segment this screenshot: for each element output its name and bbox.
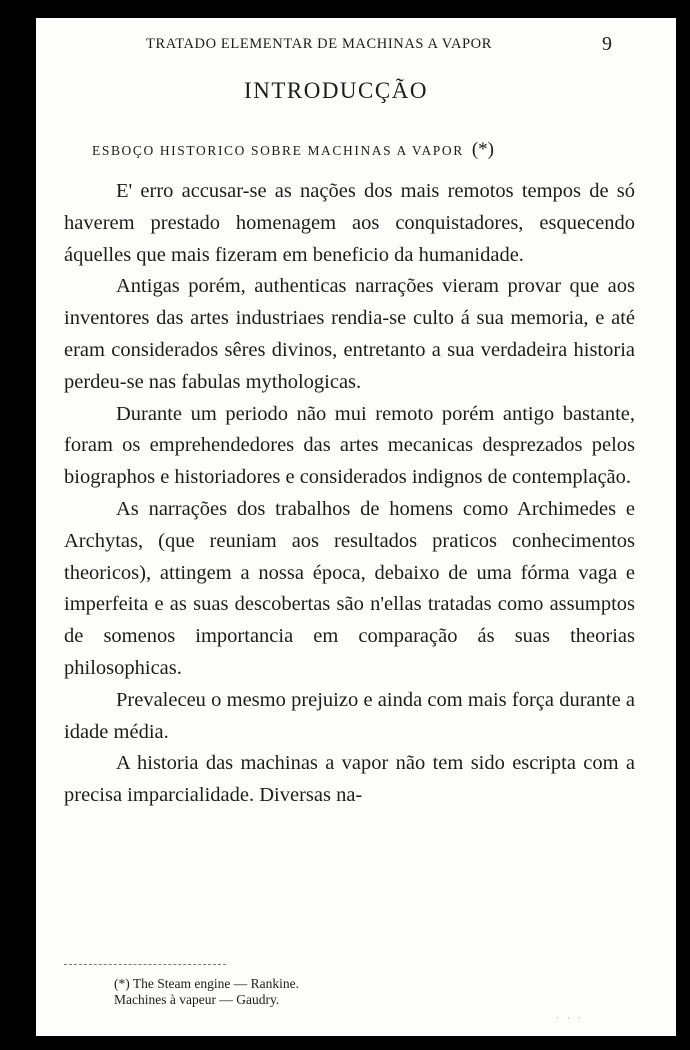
paragraph: A historia das machinas a vapor não tem sido escripta com a precisa imparcialidade. Diversas na-: [64, 752, 635, 807]
footnotes: [114, 976, 299, 1008]
footnote-mark: (*): [471, 139, 495, 160]
footnote-line: Machines à vapeur — Gaudry.: [114, 992, 280, 1007]
running-header: [36, 33, 676, 56]
paragraph: Prevaleceu o mesmo prejuizo e ainda com mais força durante a idade média.: [64, 688, 635, 743]
page-number: 9: [602, 33, 612, 55]
print-specks: · · ·: [556, 1014, 584, 1023]
running-title: TRATADO ELEMENTAR DE MACHINAS A VAPOR: [146, 36, 493, 52]
chapter-title: INTRODUCÇÃO: [244, 78, 428, 103]
body-text: [64, 176, 635, 812]
section-subtitle: [92, 139, 494, 161]
footnote-separator: [64, 964, 226, 965]
paragraph: Durante um periodo não mui remoto porém antigo bastante, foram os emprehendedores das artes mecanicas desprezados pelos biographos e historiadores e considerados indignos de contemplação.: [64, 402, 635, 489]
paragraph: Antigas porém, authenticas narrações vieram provar que aos inventores das artes industriaes rendia-se culto á sua memoria, e até eram considerados sêres divinos, entretanto a sua verdadeira historia perdeu-se nas fabulas mythologicas.: [64, 275, 635, 393]
paragraph: As narrações dos trabalhos de homens como Archimedes e Archytas, (que reuniam aos resultados praticos conhecimentos theoricos), attingem a nossa época, debaixo de uma fórma vaga e imperfeita e as suas descobertas são n'ellas tratadas como assumptos de somenos importancia em comparação ás suas theorias philosophicas.: [64, 497, 635, 679]
book-page: [36, 18, 676, 1036]
section-subtitle-text: ESBOÇO HISTORICO SOBRE MACHINAS A VAPOR: [92, 143, 464, 158]
footnote-line: (*) The Steam engine — Rankine.: [114, 976, 299, 991]
paragraph: E' erro accusar-se as nações dos mais remotos tempos de só haverem prestado homenagem aos conquistadores, esquecendo áquelles que mais fizeram em beneficio da humanidade.: [64, 180, 635, 266]
